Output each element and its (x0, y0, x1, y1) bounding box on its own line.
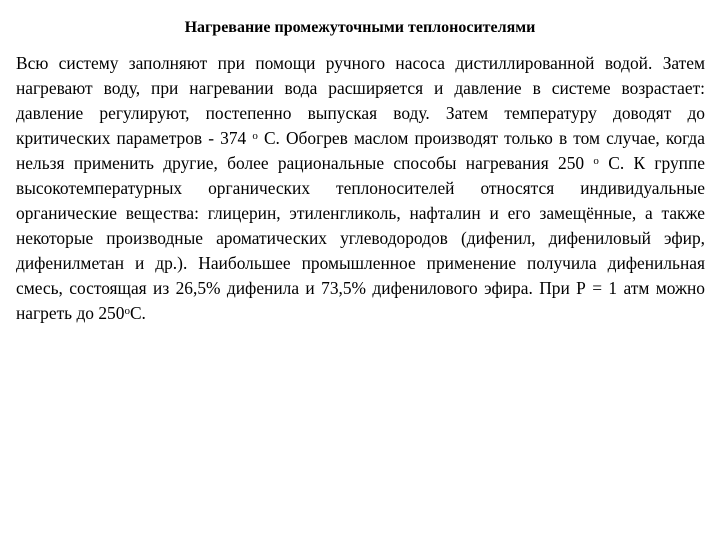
slide-title: Нагревание промежуточными теплоносителями (184, 19, 536, 36)
degree-superscript-3: о (124, 305, 130, 317)
degree-superscript-2: о (593, 155, 599, 167)
paragraph-text-4: С. (129, 303, 146, 323)
paragraph-text-3: С. К группе высокотемпературных органических теплоносителей относятся индивидуальные органические вещества: глицерин, этиленгликоль, нафталин и его замещённые, а также некоторые производные ароматических углеводородов (дифенил, дифениловый эфир, дифенилметан и др.). Наибольшее промышленное применение получила дифенильная смесь, состоящая из 26,5% дифенила и 73,5% дифенилового эфира. При Р = 1 атм можно нагреть до 250 (16, 153, 706, 323)
degree-superscript-1: о (252, 130, 258, 142)
paragraph-text-1: Всю систему заполняют при помощи ручного насоса дистиллированной водой. Затем нагревают воду, при нагревании вода расширяется и давление в системе возрастает: давление регулируют, постепенно выпуская воду. Затем температуру доводят до критических параметров - 374 (16, 53, 705, 148)
body-paragraph (16, 51, 705, 326)
paragraph-text-2: С. Обогрев маслом производят только в том случае, когда нельзя применить другие, более рациональные способы нагревания 250 (16, 128, 705, 173)
